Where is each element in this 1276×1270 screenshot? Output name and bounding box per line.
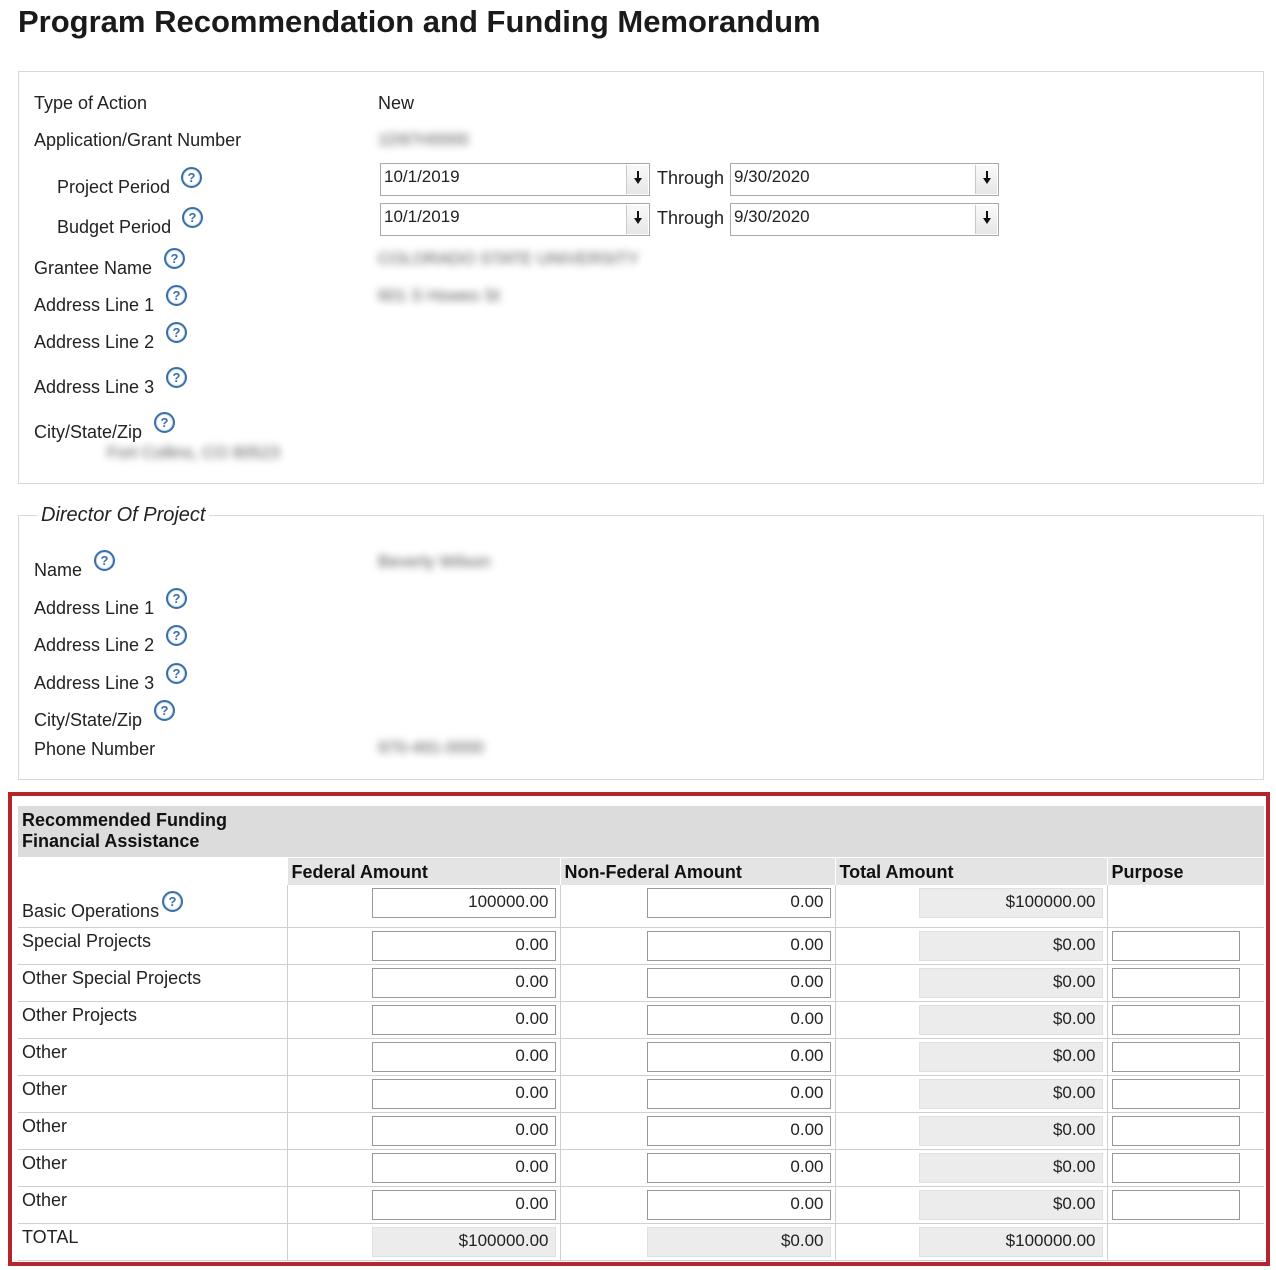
phone-number-label: Phone Number [34, 739, 156, 759]
total-label: TOTAL [22, 1226, 79, 1247]
address-line-2-label: Address Line 2 [34, 332, 155, 352]
total-amount-cell [835, 1001, 1107, 1038]
total-amount-readonly: $0.00 [919, 931, 1103, 961]
column-header-total: Total Amount [835, 857, 1107, 885]
help-icon[interactable]: ? [154, 412, 175, 433]
nonfederal-amount-input[interactable]: 0.00 [647, 931, 831, 961]
city-state-zip-value: Fort Collins, CO 80523 [107, 443, 280, 462]
help-icon[interactable]: ? [166, 322, 187, 343]
row-label: Other [22, 1189, 68, 1210]
recommended-funding-section [8, 792, 1270, 1266]
grantee-name-label: Grantee Name [34, 258, 153, 278]
nonfederal-amount-input[interactable]: 0.00 [647, 1116, 831, 1146]
total-row [18, 1223, 1264, 1260]
calendar-dropdown-icon[interactable] [626, 165, 648, 194]
federal-amount-input[interactable]: 0.00 [372, 1153, 556, 1183]
nonfederal-amount-cell [560, 1001, 835, 1038]
calendar-dropdown-icon[interactable] [975, 165, 997, 194]
director-legend: Director Of Project [37, 504, 209, 527]
total-amount-cell [835, 1038, 1107, 1075]
federal-amount-input[interactable]: 0.00 [372, 1042, 556, 1072]
application-number-value: 1D97H0000 [378, 130, 469, 149]
row-label-cell [18, 1186, 287, 1223]
row-label-cell [18, 927, 287, 964]
federal-amount-input[interactable]: 0.00 [372, 931, 556, 961]
total-amount-readonly: $0.00 [919, 1190, 1103, 1220]
row-label: Other [22, 1041, 68, 1062]
nonfederal-amount-input[interactable]: 0.00 [647, 1153, 831, 1183]
nonfederal-amount-input[interactable]: 0.00 [647, 968, 831, 998]
table-row [18, 1001, 1264, 1038]
application-number-label: Application/Grant Number [34, 130, 242, 150]
row-label-cell [18, 1038, 287, 1075]
purpose-cell [1107, 964, 1264, 1001]
table-row [18, 1112, 1264, 1149]
nonfederal-amount-cell [560, 1075, 835, 1112]
total-amount-cell [835, 885, 1107, 927]
nonfederal-amount-cell [560, 1149, 835, 1186]
calendar-dropdown-icon[interactable] [975, 205, 997, 234]
grant-info-panel [18, 71, 1264, 484]
grantee-name-value: COLORADO STATE UNIVERSITY [378, 249, 640, 268]
nonfederal-amount-input[interactable]: 0.00 [647, 1190, 831, 1220]
row-label: Other Special Projects [22, 967, 202, 988]
federal-amount-cell [287, 1186, 560, 1223]
purpose-input[interactable] [1112, 1079, 1240, 1109]
total-amount-readonly: $0.00 [919, 1042, 1103, 1072]
budget-period-label: Budget Period [57, 217, 172, 237]
director-name-label: Name [34, 560, 83, 580]
federal-amount-cell [287, 964, 560, 1001]
director-address-line-2-label: Address Line 2 [34, 635, 155, 655]
row-label-cell [18, 1075, 287, 1112]
federal-amount-cell [287, 1112, 560, 1149]
nonfederal-amount-cell [560, 964, 835, 1001]
row-label-cell [18, 1112, 287, 1149]
help-icon[interactable]: ? [166, 367, 187, 388]
grand-total-amount-cell [835, 1223, 1107, 1260]
nonfederal-amount-cell [560, 1186, 835, 1223]
total-label-cell [18, 1223, 287, 1260]
budget-start-date-value: 10/1/2019 [384, 207, 460, 226]
total-amount-cell [835, 964, 1107, 1001]
total-federal-amount-cell [287, 1223, 560, 1260]
federal-amount-input[interactable]: 100000.00 [372, 888, 556, 918]
project-end-date-input[interactable] [730, 163, 999, 196]
nonfederal-amount-input[interactable]: 0.00 [647, 888, 831, 918]
help-icon[interactable]: ? [164, 248, 185, 269]
federal-amount-cell [287, 1001, 560, 1038]
row-label-cell [18, 885, 287, 927]
purpose-input[interactable] [1112, 968, 1240, 998]
help-icon[interactable]: ? [166, 588, 187, 609]
purpose-cell [1107, 1223, 1264, 1260]
purpose-cell [1107, 927, 1264, 964]
total-amount-readonly: $0.00 [919, 1116, 1103, 1146]
through-label: Through [657, 208, 725, 228]
budget-end-date-value: 9/30/2020 [734, 207, 810, 226]
total-amount-readonly: $0.00 [919, 1153, 1103, 1183]
row-label: Other [22, 1152, 68, 1173]
purpose-input[interactable] [1112, 1042, 1240, 1072]
column-header-federal: Federal Amount [287, 857, 560, 885]
total-nonfederal-amount-cell [560, 1223, 835, 1260]
nonfederal-amount-input[interactable]: 0.00 [647, 1005, 831, 1035]
federal-amount-input[interactable]: 0.00 [372, 1079, 556, 1109]
help-icon[interactable]: ? [166, 285, 187, 306]
purpose-cell [1107, 1001, 1264, 1038]
column-header-nonfederal: Non-Federal Amount [560, 857, 835, 885]
federal-amount-input[interactable]: 0.00 [372, 1005, 556, 1035]
funding-title-line2: Financial Assistance [22, 831, 200, 851]
federal-amount-cell [287, 1075, 560, 1112]
type-of-action-label: Type of Action [34, 93, 148, 113]
funding-title-line1: Recommended Funding [22, 810, 228, 830]
row-label-cell [18, 964, 287, 1001]
help-icon[interactable]: ? [181, 167, 202, 188]
table-row [18, 1186, 1264, 1223]
purpose-cell [1107, 1149, 1264, 1186]
project-end-date-value: 9/30/2020 [734, 167, 810, 186]
column-header-blank [18, 857, 287, 885]
director-address-line-1-label: Address Line 1 [34, 598, 155, 618]
purpose-input[interactable] [1112, 1190, 1240, 1220]
total-amount-cell [835, 927, 1107, 964]
address-line-1-value: 601 S Howes St [378, 286, 500, 305]
federal-amount-input[interactable]: 0.00 [372, 1116, 556, 1146]
row-label: Other Projects [22, 1004, 138, 1025]
table-row [18, 964, 1264, 1001]
nonfederal-amount-input[interactable]: 0.00 [647, 1042, 831, 1072]
purpose-cell [1107, 1075, 1264, 1112]
city-state-zip-label: City/State/Zip [34, 422, 143, 442]
total-amount-readonly: $0.00 [919, 968, 1103, 998]
nonfederal-amount-input[interactable]: 0.00 [647, 1079, 831, 1109]
address-line-3-label: Address Line 3 [34, 377, 155, 397]
row-label-cell [18, 1001, 287, 1038]
nonfederal-amount-cell [560, 1112, 835, 1149]
federal-amount-cell [287, 927, 560, 964]
total-amount-cell [835, 1075, 1107, 1112]
page-title: Program Recommendation and Funding Memorandum [18, 4, 821, 39]
row-label: Other [22, 1078, 68, 1099]
row-label: Basic Operations [22, 901, 160, 921]
federal-amount-cell [287, 1038, 560, 1075]
federal-amount-cell [287, 885, 560, 927]
director-address-line-3-label: Address Line 3 [34, 673, 155, 693]
director-city-state-zip-label: City/State/Zip [34, 710, 143, 730]
funding-table-title [18, 806, 1264, 857]
phone-number-value: 970-491-0000 [378, 738, 484, 757]
purpose-input[interactable] [1112, 931, 1240, 961]
total-amount-readonly: $0.00 [919, 1005, 1103, 1035]
purpose-input[interactable] [1112, 1116, 1240, 1146]
budget-start-date-input[interactable] [380, 203, 650, 236]
purpose-cell [1107, 1112, 1264, 1149]
federal-amount-input[interactable]: 0.00 [372, 1190, 556, 1220]
grand-total-amount: $100000.00 [919, 1227, 1103, 1257]
nonfederal-amount-cell [560, 1038, 835, 1075]
through-label: Through [657, 168, 725, 188]
table-row [18, 1075, 1264, 1112]
help-icon[interactable]: ? [166, 625, 187, 646]
help-icon[interactable]: ? [162, 891, 183, 912]
funding-table [18, 806, 1264, 1261]
row-label: Other [22, 1115, 68, 1136]
director-panel [18, 504, 1264, 780]
address-line-1-label: Address Line 1 [34, 295, 155, 315]
column-header-purpose: Purpose [1107, 857, 1264, 885]
purpose-cell [1107, 1038, 1264, 1075]
nonfederal-amount-cell [560, 927, 835, 964]
project-period-label: Project Period [57, 177, 171, 197]
total-nonfederal-amount: $0.00 [647, 1227, 831, 1257]
table-row [18, 1038, 1264, 1075]
purpose-input[interactable] [1112, 1153, 1240, 1183]
help-icon[interactable]: ? [94, 550, 115, 571]
total-amount-readonly: $100000.00 [919, 888, 1103, 918]
project-start-date-input[interactable] [380, 163, 650, 196]
help-icon[interactable]: ? [182, 207, 203, 228]
budget-end-date-input[interactable] [730, 203, 999, 236]
total-federal-amount: $100000.00 [372, 1227, 556, 1257]
total-amount-cell [835, 1149, 1107, 1186]
row-label-cell [18, 1149, 287, 1186]
table-row [18, 1149, 1264, 1186]
table-row [18, 927, 1264, 964]
purpose-cell [1107, 885, 1264, 927]
type-of-action-value: New [378, 93, 415, 113]
federal-amount-input[interactable]: 0.00 [372, 968, 556, 998]
nonfederal-amount-cell [560, 885, 835, 927]
row-label: Special Projects [22, 930, 152, 951]
table-row [18, 885, 1264, 927]
total-amount-cell [835, 1112, 1107, 1149]
total-amount-readonly: $0.00 [919, 1079, 1103, 1109]
federal-amount-cell [287, 1149, 560, 1186]
director-name-value: Beverly Wilson [378, 552, 491, 571]
purpose-input[interactable] [1112, 1005, 1240, 1035]
calendar-dropdown-icon[interactable] [626, 205, 648, 234]
project-start-date-value: 10/1/2019 [384, 167, 460, 186]
total-amount-cell [835, 1186, 1107, 1223]
purpose-cell [1107, 1186, 1264, 1223]
help-icon[interactable]: ? [166, 663, 187, 684]
help-icon[interactable]: ? [154, 700, 175, 721]
